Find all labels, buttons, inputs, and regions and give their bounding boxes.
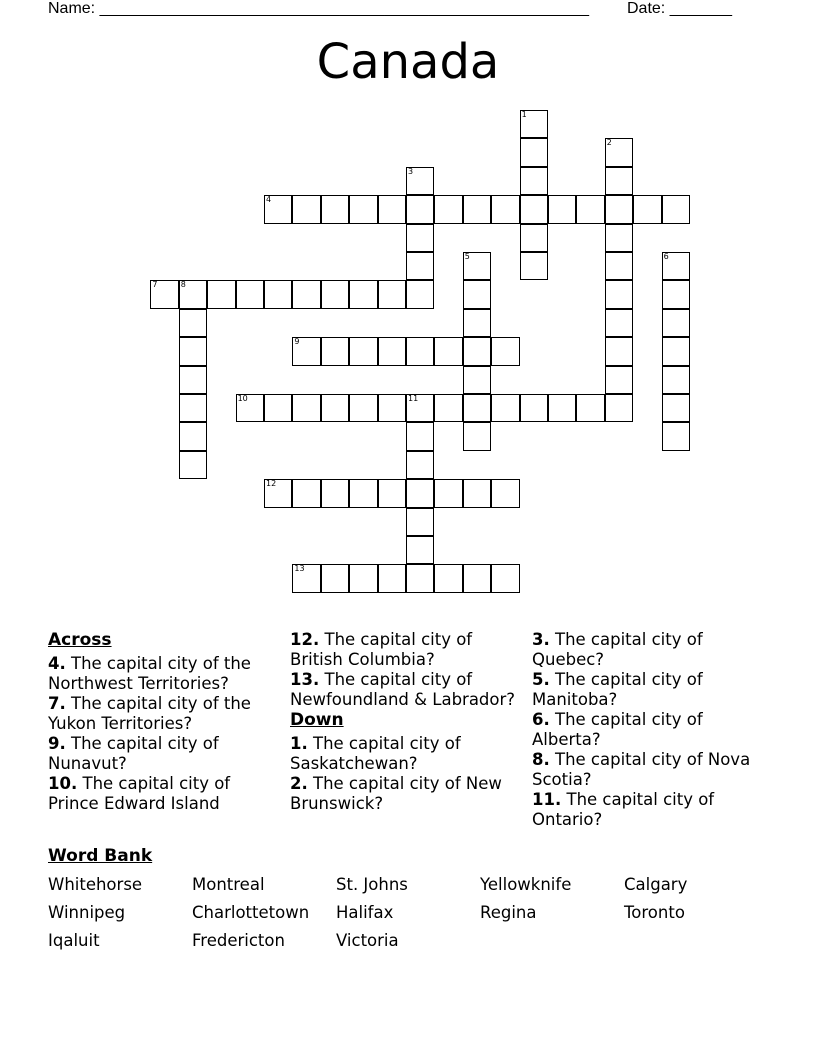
crossword-cell[interactable]	[605, 366, 633, 394]
crossword-cell[interactable]	[434, 337, 462, 365]
crossword-cell[interactable]	[378, 394, 406, 422]
word-bank-item: Winnipeg	[48, 903, 126, 922]
crossword-cell[interactable]	[463, 394, 491, 422]
clue-number-label: 4	[266, 195, 272, 205]
clue-down-8: 8. The capital city of Nova Scotia?	[532, 750, 751, 789]
word-bank-title: Word Bank	[48, 846, 153, 866]
crossword-cell[interactable]	[378, 479, 406, 507]
crossword-cell[interactable]	[406, 167, 434, 195]
crossword-cell[interactable]	[179, 394, 207, 422]
crossword-cell[interactable]	[605, 394, 633, 422]
crossword-cell[interactable]	[520, 252, 548, 280]
crossword-cell[interactable]	[236, 280, 264, 308]
crossword-cell[interactable]	[349, 195, 377, 223]
word-bank-item: Charlottetown	[192, 903, 310, 922]
crossword-cell[interactable]	[406, 451, 434, 479]
crossword-cell[interactable]	[605, 167, 633, 195]
word-bank-item: Yellowknife	[480, 875, 572, 894]
crossword-cell[interactable]	[434, 479, 462, 507]
crossword-cell[interactable]	[150, 280, 178, 308]
crossword-cell[interactable]	[406, 337, 434, 365]
crossword-cell[interactable]	[292, 195, 320, 223]
crossword-cell[interactable]	[378, 195, 406, 223]
crossword-cell[interactable]	[349, 479, 377, 507]
crossword-cell[interactable]	[179, 337, 207, 365]
word-bank-item: Whitehorse	[48, 875, 143, 894]
down-heading: Down	[290, 710, 344, 730]
crossword-cell[interactable]	[491, 564, 519, 592]
clue-number-label: 8	[180, 280, 186, 290]
crossword-cell[interactable]	[292, 479, 320, 507]
crossword-cell[interactable]	[576, 195, 604, 223]
word-bank-item: Regina	[480, 903, 537, 922]
crossword-cell[interactable]	[605, 337, 633, 365]
clue-down-3: 3. The capital city of Quebec?	[532, 630, 703, 669]
crossword-cell[interactable]	[406, 422, 434, 450]
word-bank-item: Fredericton	[192, 931, 285, 950]
clue-across-4: 4. The capital city of the Northwest Territories?	[48, 654, 251, 693]
crossword-cell[interactable]	[491, 479, 519, 507]
word-bank-item: Toronto	[624, 903, 685, 922]
crossword-cell[interactable]	[662, 252, 690, 280]
crossword-cell[interactable]	[179, 422, 207, 450]
crossword-cell[interactable]	[321, 394, 349, 422]
crossword-cell[interactable]	[378, 564, 406, 592]
crossword-cell[interactable]	[406, 280, 434, 308]
crossword-cell[interactable]	[520, 224, 548, 252]
clue-number-label: 13	[294, 564, 305, 574]
crossword-cell[interactable]	[179, 366, 207, 394]
clue-across-9: 9. The capital city of Nunavut?	[48, 734, 219, 773]
crossword-cell[interactable]	[406, 508, 434, 536]
crossword-cell[interactable]	[292, 564, 320, 592]
crossword-cell[interactable]	[520, 195, 548, 223]
name-line: Name: _______________________________________________________	[48, 0, 589, 17]
crossword-cell[interactable]	[321, 337, 349, 365]
clue-down-1: 1. The capital city of Saskatchewan?	[290, 734, 461, 773]
crossword-cell[interactable]	[662, 422, 690, 450]
word-bank-item: Halifax	[336, 903, 394, 922]
crossword-cell[interactable]	[662, 337, 690, 365]
crossword-cell[interactable]	[321, 479, 349, 507]
crossword-cell[interactable]	[463, 564, 491, 592]
word-bank-item: Victoria	[336, 931, 399, 950]
crossword-cell[interactable]	[520, 110, 548, 138]
clue-across-10: 10. The capital city of Prince Edward Island	[48, 774, 231, 813]
crossword-cell[interactable]	[406, 224, 434, 252]
crossword-cell[interactable]	[264, 479, 292, 507]
crossword-cell[interactable]	[463, 366, 491, 394]
crossword-cell[interactable]	[321, 280, 349, 308]
clue-number-label: 1	[521, 110, 527, 119]
crossword-cell[interactable]	[576, 394, 604, 422]
clue-number-label: 3	[408, 166, 414, 176]
crossword-cell[interactable]	[463, 479, 491, 507]
clue-down-6: 6. The capital city of Alberta?	[532, 710, 703, 749]
clue-number-label: 10	[237, 394, 248, 403]
crossword-cell[interactable]	[292, 394, 320, 422]
clue-number-label: 11	[408, 394, 419, 403]
crossword-cell[interactable]	[321, 195, 349, 223]
page-title: Canada	[316, 34, 500, 90]
crossword-cell[interactable]	[633, 195, 661, 223]
crossword-cell[interactable]	[406, 564, 434, 592]
crossword-cell[interactable]	[264, 195, 292, 223]
crossword-cell[interactable]	[349, 280, 377, 308]
crossword-cell[interactable]	[179, 451, 207, 479]
crossword-cell[interactable]	[662, 394, 690, 422]
crossword-cell[interactable]	[292, 280, 320, 308]
crossword-cell[interactable]	[264, 394, 292, 422]
crossword-cell[interactable]	[292, 337, 320, 365]
crossword-cell[interactable]	[406, 479, 434, 507]
crossword-cell[interactable]	[463, 280, 491, 308]
crossword-cell[interactable]	[662, 280, 690, 308]
crossword-cell[interactable]	[264, 280, 292, 308]
clue-number-label: 12	[266, 479, 277, 489]
crossword-cell[interactable]	[179, 280, 207, 308]
crossword-cell[interactable]	[662, 309, 690, 337]
crossword-cell[interactable]	[548, 394, 576, 422]
clue-column-2	[290, 630, 528, 814]
crossword-cell[interactable]	[349, 337, 377, 365]
crossword-cell[interactable]	[349, 564, 377, 592]
crossword-cell[interactable]	[463, 195, 491, 223]
crossword-cell[interactable]	[406, 394, 434, 422]
word-bank-item: Iqaluit	[48, 931, 100, 950]
crossword-cell[interactable]	[548, 195, 576, 223]
crossword-cell[interactable]	[406, 195, 434, 223]
clue-number-label: 2	[606, 138, 612, 148]
crossword-cell[interactable]	[520, 138, 548, 166]
clue-number-label: 5	[464, 252, 470, 261]
clue-number-label: 9	[294, 337, 300, 347]
crossword-cell[interactable]	[378, 337, 406, 365]
clue-across-7: 7. The capital city of the Yukon Territories?	[48, 694, 251, 733]
crossword-cell[interactable]	[434, 195, 462, 223]
crossword-cell[interactable]	[434, 394, 462, 422]
crossword-cell[interactable]	[605, 224, 633, 252]
crossword-cell[interactable]	[662, 195, 690, 223]
date-line: Date: _______	[627, 0, 732, 17]
crossword-cell[interactable]	[463, 309, 491, 337]
clue-across-13: 13. The capital city of Newfoundland & Labrador?	[290, 670, 516, 709]
clue-across-12: 12. The capital city of British Columbia?	[290, 630, 473, 669]
crossword-cell[interactable]	[207, 280, 235, 308]
crossword-cell[interactable]	[463, 252, 491, 280]
crossword-cell[interactable]	[349, 394, 377, 422]
clue-number-label: 7	[152, 280, 158, 290]
clue-column-3	[532, 630, 770, 830]
across-heading: Across	[48, 630, 112, 650]
crossword-cell[interactable]	[662, 366, 690, 394]
crossword-cell[interactable]	[463, 422, 491, 450]
crossword-cell[interactable]	[520, 394, 548, 422]
crossword-cell[interactable]	[406, 536, 434, 564]
crossword-cell[interactable]	[491, 195, 519, 223]
crossword-cell[interactable]	[605, 309, 633, 337]
crossword-cell[interactable]	[605, 138, 633, 166]
clue-down-11: 11. The capital city of Ontario?	[532, 790, 715, 829]
clue-down-2: 2. The capital city of New Brunswick?	[290, 774, 502, 813]
clue-column-1	[48, 630, 286, 814]
crossword-cell[interactable]	[491, 394, 519, 422]
crossword-cell[interactable]	[605, 280, 633, 308]
clue-number-label: 6	[663, 252, 669, 261]
crossword-cell[interactable]	[236, 394, 264, 422]
word-bank-item: St. Johns	[336, 875, 408, 894]
crossword-cell[interactable]	[605, 252, 633, 280]
word-bank-item: Montreal	[192, 875, 265, 894]
crossword-cell[interactable]	[491, 337, 519, 365]
crossword-cell[interactable]	[406, 252, 434, 280]
crossword-cell[interactable]	[463, 337, 491, 365]
crossword-cell[interactable]	[378, 280, 406, 308]
crossword-cell[interactable]	[321, 564, 349, 592]
crossword-cell[interactable]	[605, 195, 633, 223]
crossword-cell[interactable]	[520, 167, 548, 195]
clue-down-5: 5. The capital city of Manitoba?	[532, 670, 703, 709]
crossword-cell[interactable]	[434, 564, 462, 592]
word-bank-item: Calgary	[624, 875, 688, 894]
crossword-cell[interactable]	[179, 309, 207, 337]
